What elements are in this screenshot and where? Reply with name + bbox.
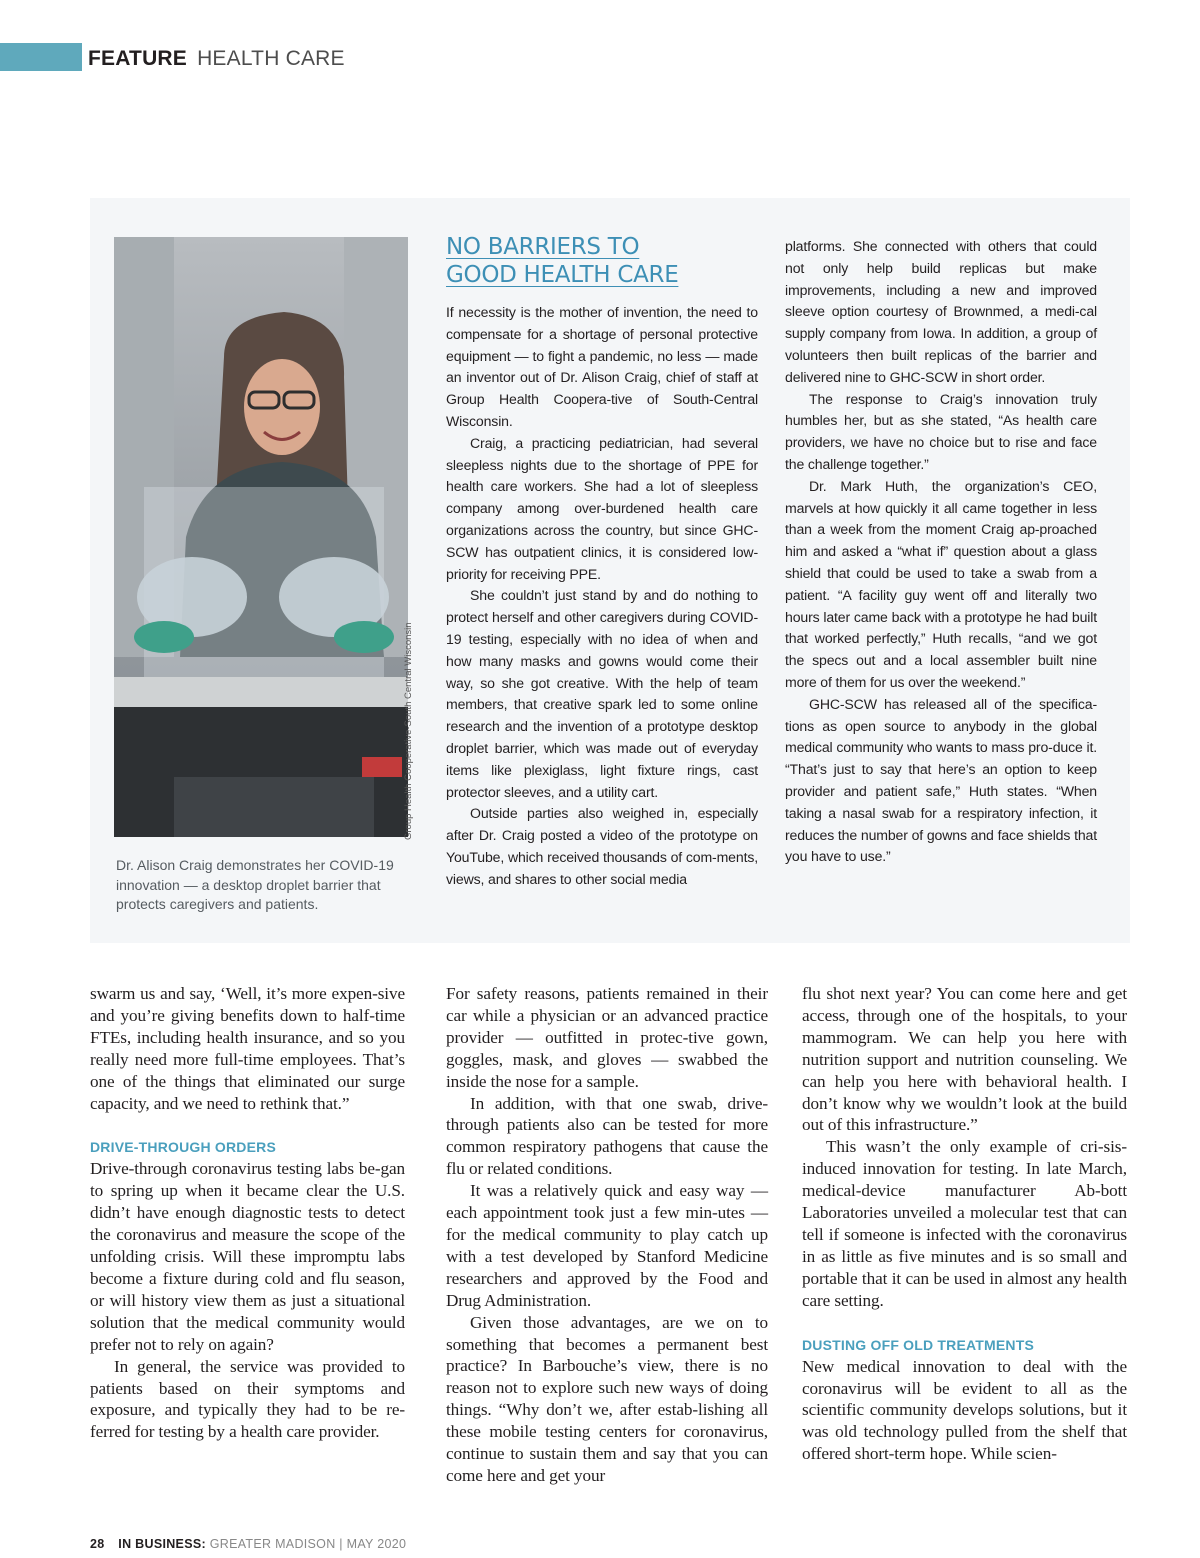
section-header (88, 46, 345, 72)
photo-credit (402, 622, 416, 840)
section-color-bar (0, 43, 82, 71)
article-paragraph: It was a relatively quick and easy way — each appointment took just a few min-utes — for the medical community to play catch up with a test developed by Stanford Medicine researchers and approved by the Food and Drug Administration. (446, 1181, 768, 1310)
article-paragraph: In addition, with that one swab, drive-through patients also can be tested for more common respiratory pathogens that cause the flu or related conditions. (446, 1093, 768, 1179)
article-paragraph: Given those advantages, are we on to something that becomes a permanent best practice? In Barbouche’s view, there is no reason not to explore such new ways of doing things. “Why don’t we, after estab-lishing all these mobile testing centers for coronavirus, continue to sustain them and say that you can come here and get your (446, 1312, 768, 1485)
edition-label: GREATER MADISON | MAY 2020 (209, 1537, 407, 1551)
sidebar-paragraph: The response to Craig’s innovation truly humbles her, but as she stated, “As health care providers, we have no choice but to rise and face the challenge together.” (785, 390, 1097, 472)
publication-name: IN BUSINESS: (118, 1537, 206, 1551)
page-number: 28 (90, 1537, 105, 1551)
feature-photo (114, 237, 408, 837)
sidebar-paragraph: Outside parties also weighed in, especially after Dr. Craig posted a video of the prototype on YouTube, which received thousands of com-ments, views, and shares to other social media (446, 805, 758, 887)
sidebar-title-line-1: NO BARRIERS TO (446, 234, 640, 260)
sidebar-paragraph: platforms. She connected with others that could not only help build replicas but make improvements, including a new and improved sleeve option courtesy of Brownmed, a medi-cal supply company from Iowa. In addition, a group of volunteers then built replicas of the barrier and delivered nine to GHC-SCW in short order. (785, 238, 1097, 385)
sidebar-paragraph: She couldn’t just stand by and do nothing to protect herself and other caregivers during COVID-19 testing, especially with no idea of when and how many masks and gowns would come their way, so she got creative. With the help of team members, that creative spark led to some online research and the invention of a prototype desktop droplet barrier, which was made out of everyday items like plexiglass, light fixture rings, cast protector sleeves, and a utility cart. (446, 587, 758, 800)
sidebar-paragraph: GHC-SCW has released all of the specifica-tions as open source to anybody in the global medical community who wants to mass pro-duce it. “That’s just to say that here’s an option to keep provider and patient safe,” Huth states. “When taking a nasal swab for a respiratory infection, it reduces the number of gowns and face shields that you have to use.” (785, 695, 1097, 865)
article-paragraph: flu shot next year? You can come here and get access, through one of the hospitals, to your mammogram. We can help you here with nutrition support and nutrition counseling. We can help you here with behavioral health. I don’t know why we wouldn’t look at the build out of this infrastructure.” (802, 984, 1127, 1135)
sidebar-column-1 (446, 302, 758, 891)
article-column-3 (802, 983, 1127, 1465)
sidebar-paragraph: If necessity is the mother of invention, the need to compensate for a shortage of personal protective equipment — to fight a pandemic, no less — made an inventor out of Dr. Alison Craig, chief of staff at Group Health Coopera-tive of South-Central Wisconsin. (446, 304, 758, 429)
article-paragraph: New medical innovation to deal with the coronavirus will be evident to all as the scientific community develops solutions, but it was old technology pulled from the shelf that offered short-term hope. While scien- (802, 1356, 1127, 1464)
article-column-2 (446, 983, 768, 1487)
sidebar-title (446, 233, 746, 289)
sidebar-column-2 (785, 236, 1097, 868)
article-paragraph: In general, the service was provided to patients based on their symptoms and exposure, and typically they had to be re-ferred for testing by a health care provider. (90, 1356, 405, 1442)
subhead-old-treatments: DUSTING OFF OLD TREATMENTS (802, 1336, 1035, 1353)
article-paragraph: For safety reasons, patients remained in their car while a physician or an advanced practice provider — outfitted in protec-tive gown, goggles, mask, and gloves — swabbed the inside the nose for a sample. (446, 984, 768, 1091)
section-topic: HEALTH CARE (197, 47, 345, 70)
article-column-1 (90, 983, 405, 1443)
sidebar-title-line-2: GOOD HEALTH CARE (446, 262, 679, 288)
article-paragraph: Drive-through coronavirus testing labs be-gan to spring up when it became clear the U.S. didn’t have enough diagnostic tests to detect the coronavirus and measure the scope of the unfolding crisis. Will these impromptu labs become a fixture during cold and flu season, or will history view them as just a situational solution that the medical community would prefer not to rely on again? (90, 1159, 405, 1354)
page-folio (90, 1537, 406, 1551)
photo-illustration (114, 237, 408, 837)
article-paragraph: swarm us and say, ‘Well, it’s more expen-sive and you’re giving benefits down to half-time FTEs, including health insurance, and so you really need more full-time employees. That’s one of the things that eliminated our surge capacity, and we need to rethink that.” (90, 984, 405, 1113)
section-kicker: FEATURE (88, 47, 188, 70)
sidebar-paragraph: Dr. Mark Huth, the organization’s CEO, marvels at how quickly it all came together in less than a week from the moment Craig ap-proached him and asked a “what if” question about a glass shield that could be used to take a swab from a patient. “A facility guy went off and literally two hours later came back with a prototype he had built that worked perfectly,” Huth recalls, “and we got the specs out and a local assembler built nine more of them for us over the weekend.” (785, 477, 1097, 690)
photo-caption: Dr. Alison Craig demonstrates her COVID-19 innovation — a desktop droplet barrier that protects caregivers and patients. (116, 857, 394, 912)
sidebar-paragraph: Craig, a practicing pediatrician, had several sleepless nights due to the shortage of PPE for health care workers. She had a lot of sleepless company among over-burdened health care organizations across the country, but since GHC-SCW has outpatient clinics, it is considered low-priority for receiving PPE. (446, 434, 758, 582)
subhead-drive-through: DRIVE-THROUGH ORDERS (90, 1139, 277, 1156)
article-paragraph: This wasn’t the only example of cri-sis-induced innovation for testing. In late March, medical-device manufacturer Ab-bott Laboratories unveiled a molecular test that can tell if someone is infected with the coronavirus in as little as five minutes and is so small and portable that it can be used in almost any health care setting. (802, 1137, 1127, 1310)
photo-credit-text: Group Health Cooperative-South Central Wisconsin (403, 622, 414, 840)
